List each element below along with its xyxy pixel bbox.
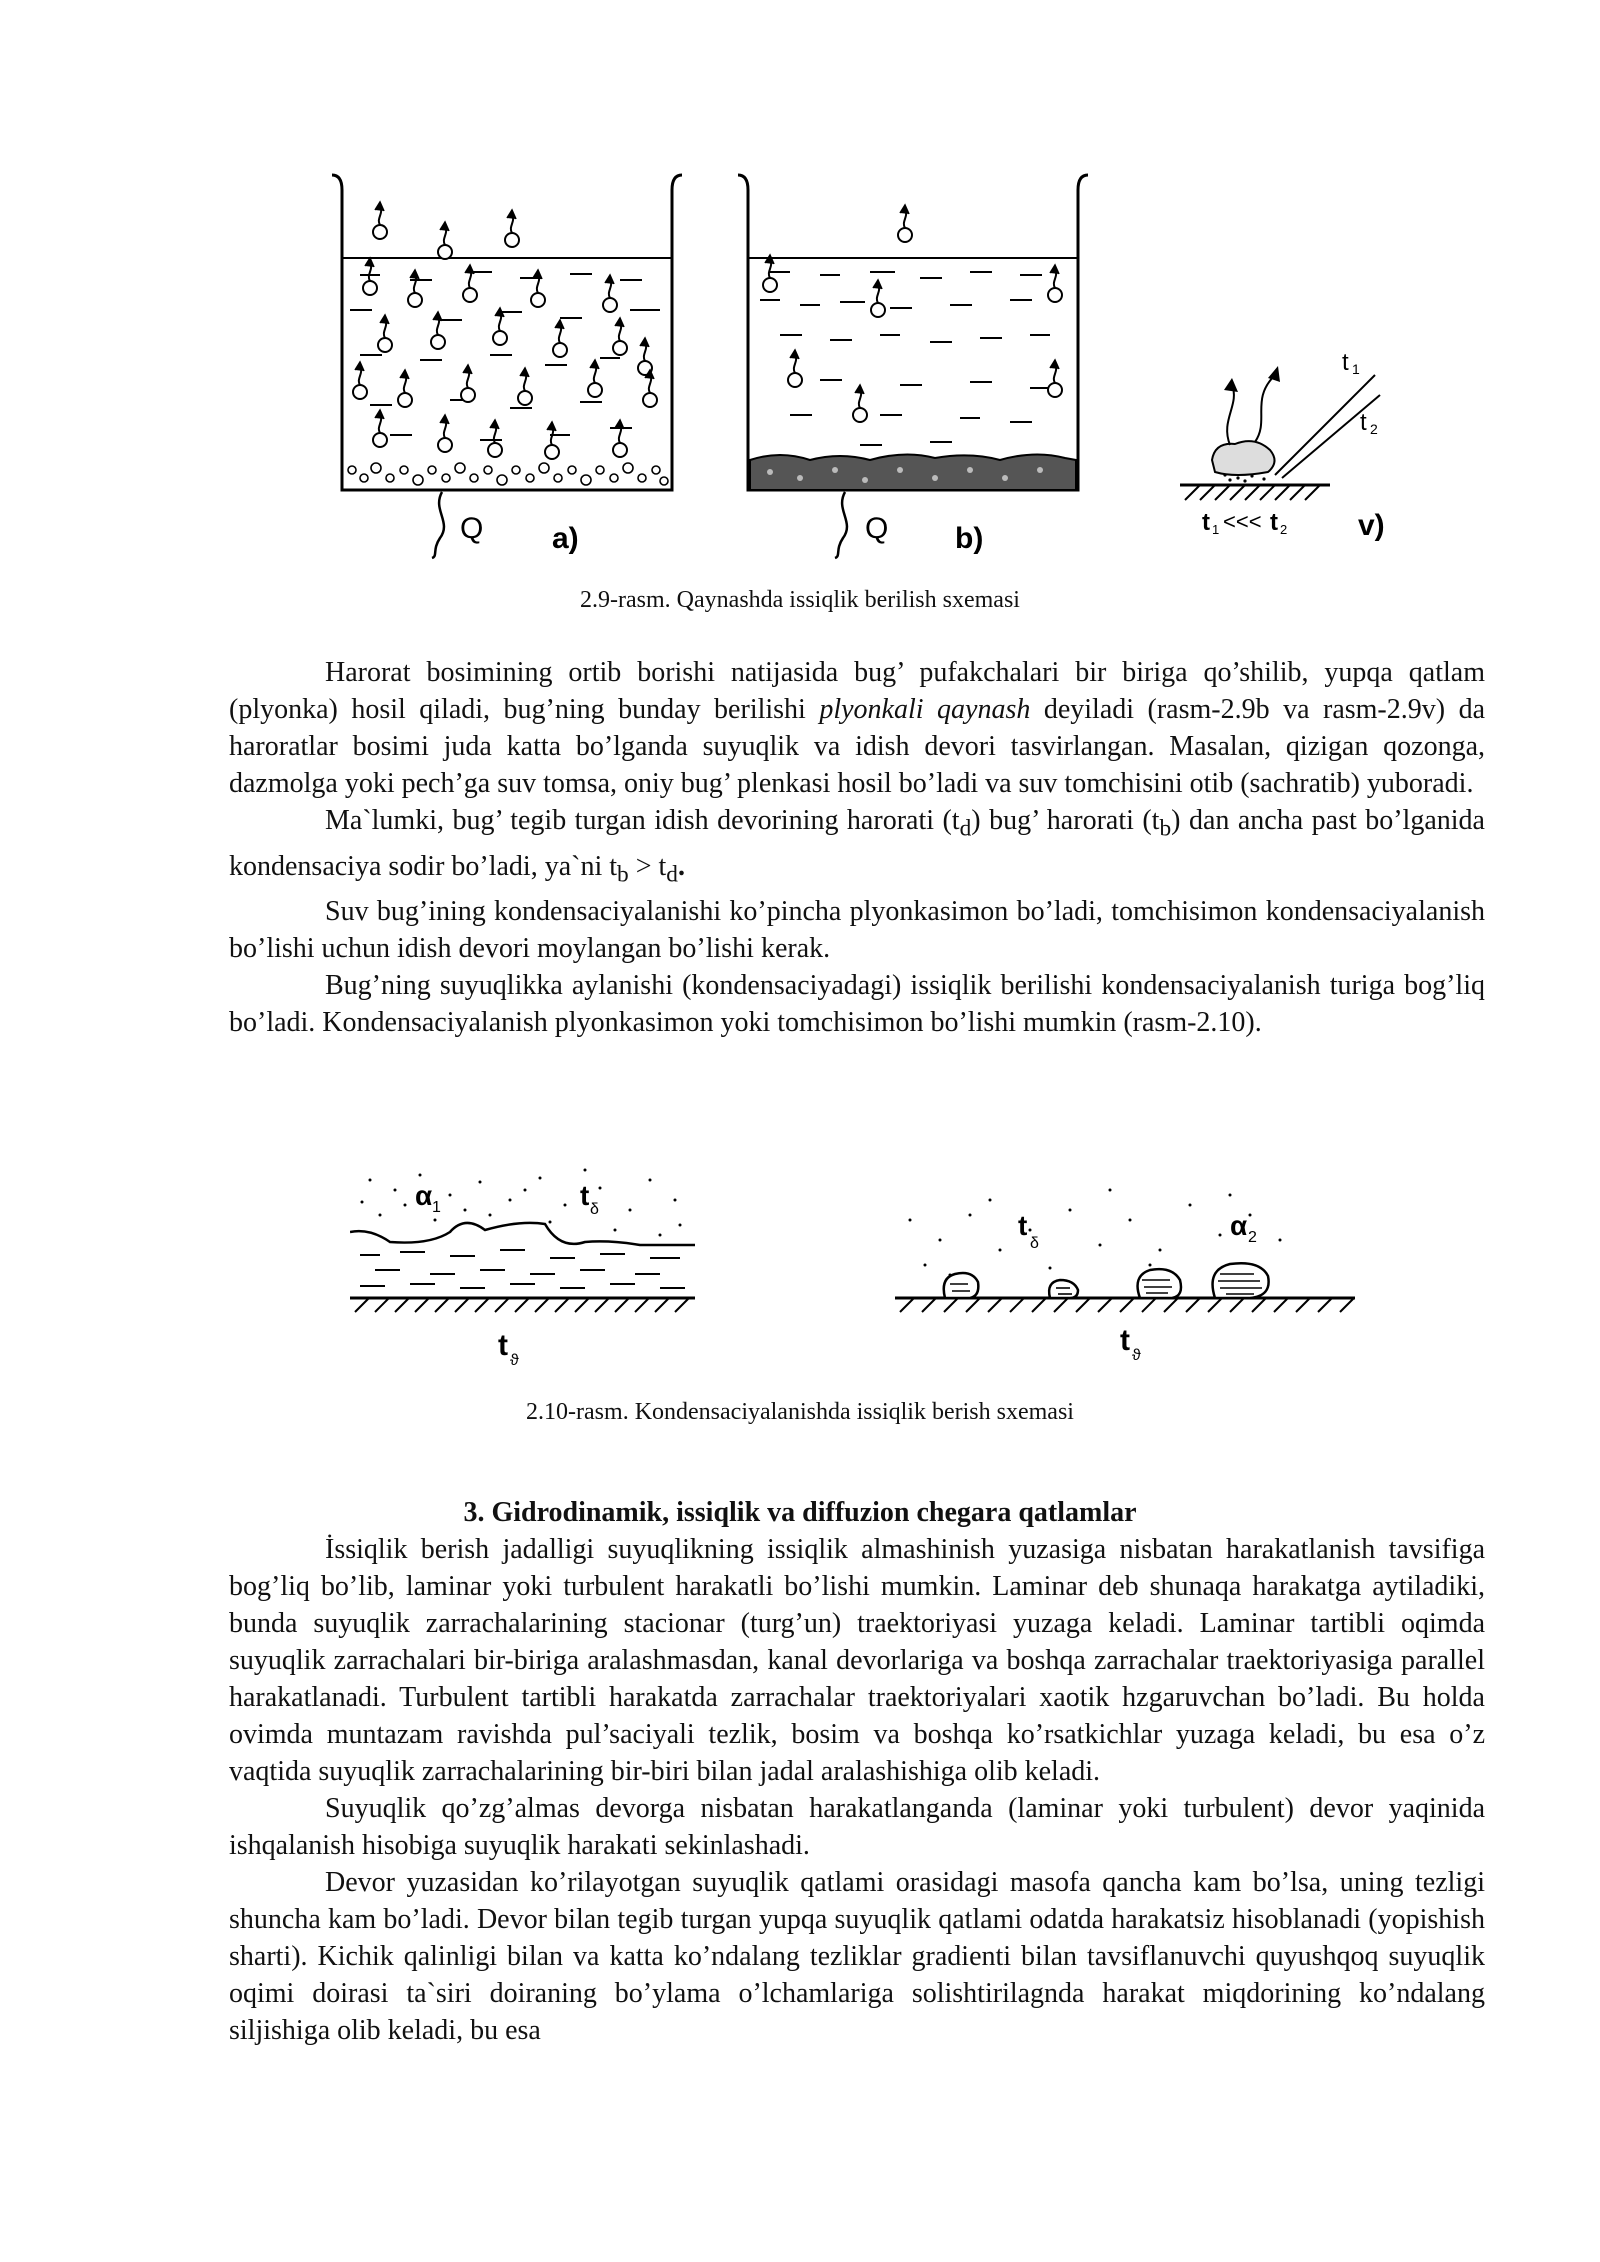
section-heading: 3. Gidrodinamik, issiqlik va diffuzion chegara qatlamlar <box>463 1497 1137 1528</box>
t-wall-left-label: t <box>498 1329 508 1362</box>
t-vapor-left-label: t <box>580 1180 590 1211</box>
alpha2-label: α <box>1230 1210 1248 1241</box>
alpha1-label: α <box>415 1180 433 1211</box>
relation-right-sub: 2 <box>1280 522 1288 537</box>
figure-2-9-panel-a <box>332 175 682 558</box>
term-film-boiling: plyonkali qaynash <box>819 694 1031 725</box>
t1-sub: 1 <box>1352 361 1360 377</box>
figure-2-10-caption: 2.10-rasm. Kondensaciyalanishda issiqlik berish sxemasi <box>526 1399 1074 1425</box>
relation-sign: <<< <box>1223 509 1262 534</box>
figure-2-10-dropwise <box>895 1189 1355 1365</box>
relation-left-sub: 1 <box>1212 522 1220 537</box>
t1-label: t <box>1342 349 1349 376</box>
figure-2-10-film <box>350 1169 695 1370</box>
t-wall-left-sub: ϑ <box>510 1352 519 1369</box>
figure-2-9 <box>320 160 1400 560</box>
panel-label-b: b) <box>955 522 984 555</box>
paragraph-boundary-layer: Devor yuzasidan ko’rilayotgan suyuqlik qatlami orasidagi masofa qancha kam bo’lsa, uning tezligi shuncha kam bo’ladi. Devor bilan tegib turgan yupqa suyuqlik qatlami odatda harakatsiz hisoblanadi (yopishish sharti). Kichik qalinligi bilan va katta ko’ndalang tezliklar gradienti bilan tavsiflanuvchi quyushqoq suyuqlik oqimi doirasi ta`siri doiraning bo’ylama o’lchamlariga solishtirilagnda harakat miqdorining ko’ndalang siljishiga olib keladi, bu esa <box>229 1867 1485 2046</box>
relation-left: t <box>1202 509 1210 536</box>
t-wall-right-label: t <box>1120 1324 1130 1357</box>
body-text-1 <box>229 654 1485 1041</box>
relation-right: t <box>1270 509 1278 536</box>
t-vapor-right-sub: δ <box>1030 1235 1039 1252</box>
figure-2-9-panel-v <box>1180 349 1385 542</box>
alpha1-sub: 1 <box>432 1199 441 1216</box>
t2-label: t <box>1360 409 1367 436</box>
t-vapor-right-label: t <box>1018 1210 1028 1241</box>
t-vapor-left-sub: δ <box>590 1201 599 1218</box>
figure-2-9-caption: 2.9-rasm. Qaynashda issiqlik berilish sxemasi <box>580 587 1020 613</box>
paragraph-condensation-condition: Ma`lumki, bug’ tegib turgan idish devorining harorati $(t_d)$ bug’ harorati $(t_b)$ dan ancha past bo’lganida kondensaciya sodir bo’ladi, ya`ni $t_b > t_d$. <box>229 805 1485 888</box>
paragraph-film-condensation: Suv bug’ining kondensaciyalanishi ko’pincha plyonkasimon bo’ladi, tomchisimon kondensaciyalanish bo’lishi uchun idish devori moylangan bo’lishi kerak. <box>229 896 1485 965</box>
figure-2-9-panel-b <box>738 175 1088 558</box>
paragraph-laminar-turbulent: İssiqlik berish jadalligi suyuqlikning issiqlik almashinish yuzasiga nisbatan harakatlanish tavsifiga bog’liq bo’lib, laminar yoki turbulent harakatli bo’lishi mumkin. Laminar deb shunaqa harakatga aytiladiki, bunda suyuqlik zarrachalarining stacionar (turg’un) traektoriyasi yuzaga keladi. Laminar tartibli oqimda suyuqlik zarrachalari bir-biriga aralashmasdan, kanal devorlariga va boshqa zarrachalar traektoriyasiga parallel harakatlanadi. Turbulent tartibli harakatda zarrachalar traektoriyalari xaotik hzgaruvchan bo’ladi. Bu holda ovimda muntazam ravishda pul’saciyali tezlik, bosim va boshqa ko’rsatkichlar yuzaga keladi, bu esa o’z vaqtida suyuqlik zarrachalarining bir-biri bilan jadal aralashishiga olib keladi. <box>229 1534 1485 1787</box>
paragraph-condensation-types: Bug’ning suyuqlikka aylanishi (kondensaciyadagi) issiqlik berilishi kondensaciyalanish turiga bog’liq bo’ladi. Kondensaciyalanish plyonkasimon yoki tomchisimon bo’lishi mumkin (rasm-2.10). <box>229 970 1485 1039</box>
panel-label-a: a) <box>552 522 579 555</box>
t2-sub: 2 <box>1370 421 1378 437</box>
body-text-2 <box>229 1531 1485 2049</box>
figure-2-10 <box>350 1160 1370 1380</box>
alpha2-sub: 2 <box>1248 1229 1257 1246</box>
heat-label-a: Q <box>460 512 484 545</box>
paragraph-wall-friction: Suyuqlik qo’zg’almas devorga nisbatan harakatlanganda (laminar yoki turbulent) devor yaqinida ishqalanish hisobiga suyuqlik harakati sekinlashadi. <box>229 1793 1485 1861</box>
panel-label-v: v) <box>1358 509 1385 542</box>
heat-label-b: Q <box>865 512 889 545</box>
paragraph-film-boiling: Harorat bosimining ortib borishi natijasida bug’ pufakchalari bir biriga qo’shilib, yupqa qatlam (plyonka) hosil qiladi, bug’ning bunday berilishi plyonkali qaynash deyiladi (rasm-2.9b va rasm-2.9v) da haroratlar bosimi juda katta bo’lganda suyuqlik va idish devori tasvirlangan. Masalan, qizigan qozonga, dazmolga yoki pech’ga suv tomsa, oniy bug’ plenkasi hosil bo’ladi va suv tomchisini otib (sachratib) yuboradi. <box>229 657 1485 799</box>
t-wall-right-sub: ϑ <box>1132 1347 1141 1364</box>
